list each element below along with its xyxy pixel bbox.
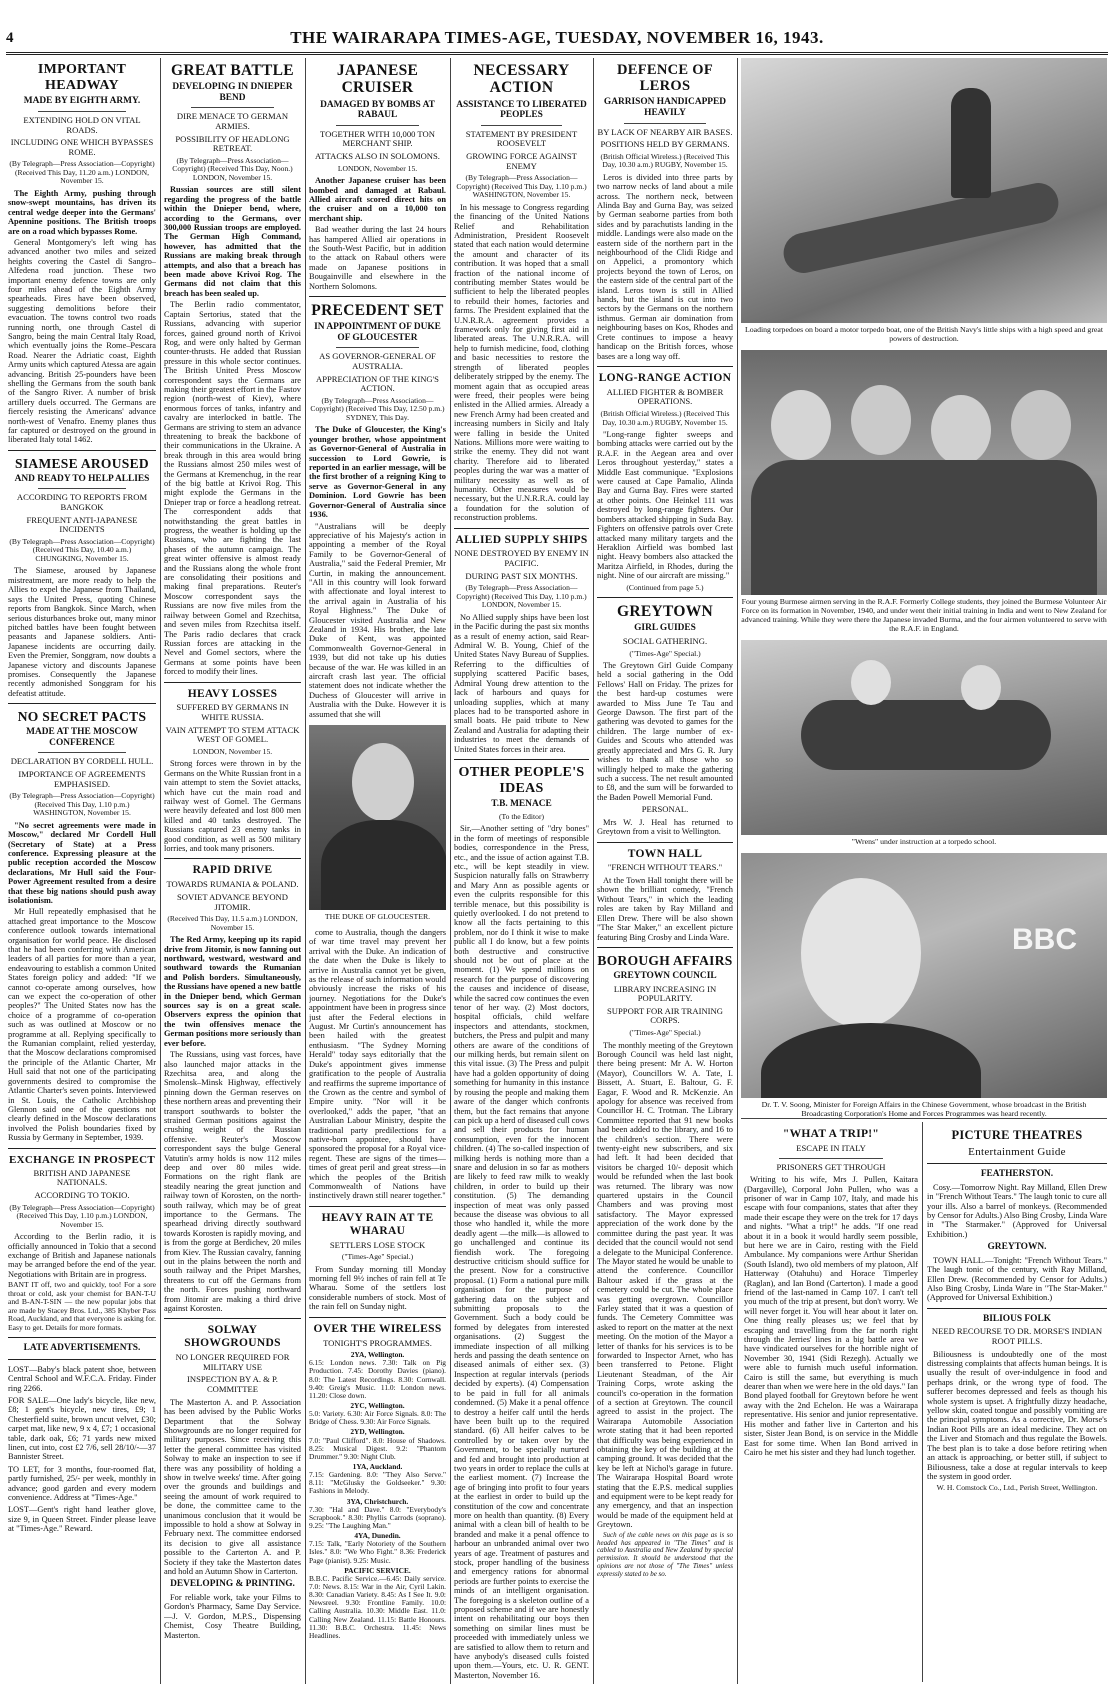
column-1 [8,58,156,1684]
station-name: 1YA, Auckland. [352,1462,403,1472]
torpedo-boat-photo [741,58,1107,323]
headline: BOROUGH AFFAIRS [597,952,733,968]
subheadline: SUPPORT FOR AIR TRAINING CORPS. [607,1005,723,1026]
headline: SIAMESE AROUSED [15,455,149,471]
what-a-trip-article [744,1124,918,1684]
listing: Cosy.—Tomorrow Night. Ray Milland, Ellen Drew in "French Without Tears." The laugh tonic to cure all your ills. Also a barrel of monkeys. (Recommended by Censor for Adults.) Also Bing Crosby, Linda Ware in "The Starmaker." (Approved for Universal Exhibition.) [927,1182,1107,1239]
headline: HEAVY LOSSES [187,687,278,700]
masthead [0,0,1114,55]
headline: GREYTOWN [617,603,713,621]
subheadline: ATTACKS ALSO IN SOLOMONS. [315,151,440,162]
station-name: 2YA, Wellington. [350,1350,405,1360]
byline: (By Telegraph—Press Association—Copyright) (Received This Day, 1.10 p.m.) LONDON, November 15. [9,1202,155,1229]
byline: (By Telegraph—Press Association—Copyright) (Received This Day, 10.40 a.m.) CHUNGKING, November 15. [9,536,155,563]
headline: "WHAT A TRIP!" [782,1128,880,1140]
article-body: From Sunday morning till Monday morning fell 9½ inches of rain fell at Te Wharau. Some of the settlers lost considerable numbers of stock. Most of the rain fell on Sunday night. [309,1264,446,1312]
article-body: According to the Berlin radio, it is officially announced in Tokio that a second exchange of British and Japanese nationals may be arranged before the end of the year. Negotiations with Britain are in progress. [8,1232,156,1279]
ad-subheadline: NEED RECOURSE TO DR. MORSE'S INDIAN ROOT PILLS. [931,1326,1103,1346]
article-body: "Long-range fighter sweeps and bombing attacks were carried out by the R.A.F. in the Aegean area and over Leros throughout yesterday," states a Middle East communique. "Explosions were caused at Cape Pamalio, Alinda Bay and Gurna Bay. Fires were started at other points. One Heinkel 111 was destroyed by long-range fighters. Our bombers attacked shipping in Suda Bay. Fighters on offensive patrols over Crete attacked many military targets and the Heraklion Airfield was bombed last night. Heavy bombers also attacked the Maritza Airfield, in Rhodes, during the night. Nine of our aircraft are missing." [597,430,733,581]
subheadline: EXTENDING HOLD ON VITAL ROADS. [23,114,141,135]
town-heading: FEATHERSTON. [980,1169,1054,1180]
page-number: 4 [6,30,14,46]
ad-footer: W. H. Comstock Co., Ltd., Perish Street, Wellington. [936,1483,1098,1493]
headline: RAPID DRIVE [192,864,273,877]
article-body: The Greytown Girl Guide Company held a social gathering in the Odd Fellows' Hall on Friday. The prizes for the best hard-up costumes were awarded to Miss June Te Tau and George Dawson. The first part of the gathering was devoted to games for the children. The large number of ex-Guides and Scouts who attended was greatly appreciated and Mrs G. R. Jury wishes to thank all those who so willingly helped to make the gathering such a success. The net result amounted to £8, and the sum will be forwarded to the Baden Powell Memorial Fund. [597,661,733,802]
byline: ("Times-Age" Special.) [629,648,701,658]
subheadline: GROWING FORCE AGAINST ENEMY [466,151,577,171]
late-ads-heading: LATE ADVERTISEMENTS. [23,1343,141,1354]
headline: GREAT BATTLE [171,62,294,79]
subheadline: SETTLERS LOSE STOCK [329,1239,426,1250]
byline: (Received This Day, 11.5 a.m.) LONDON, November 15. [167,914,298,932]
byline: (By Telegraph—Press Association—Copyright) (Received This Day, 12.50 p.m.) SYDNEY, This Day. [310,395,445,422]
article-lead: The Duke of Gloucester, the King's younger brother, whose appointment as Governor-General of Australia in succession to Lord Gowrie, is reported in an earlier message, will be the first brother of a reigning King to serve as Governor-General in any Dominion. Lord Gowrie has been Governor-General of Australia since 1936. [309,425,446,520]
station-listing: 5.0: Variety. 6.30: Air Force Signals. 8.0: The Bridge of Chess. 9.30: Air Force Signals. [309,1409,446,1427]
photo-caption: Dr. T. V. Soong, Minister for Foreign Affairs in the Chinese Government, whose broadcast in the British Broadcasting Corporation's Home and Forces Programmes was heard recently. [761,1099,1087,1118]
station-name: 4YA, Dunedin. [354,1531,401,1541]
article-lead: The Eighth Army, pushing through snow-swept mountains, has driven its central wedge deeper into the Germans' Apennine positions. The British troops are on a road which bypasses Rome. [8,188,156,236]
times-notice: Such of the cable news on this page as is so headed has appeared in "The Times" and is cabled to Australia and New Zealand by special permission. It should be understood that the opinions are not those of "The Times" unless expressly stated to be so. [597,1530,733,1578]
subheadline: NONE DESTROYED BY ENEMY IN PACIFIC. [454,548,589,569]
article-body: come to Australia, though the dangers of war time travel may prevent her arrival with the Duke. An indication of the date when the Duke is likely to arrive in Australia cannot yet be given, as the release of such information would obviously increase the risks of his journey. Negotiations for the Duke's appointment have been in progress since just after the Federal elections in August. Mr Curtin's announcement has been hailed with the greatest enthusiasm. "The Sydney Morning Herald" today says editorially that the Duke's appointment gives immense gratification to the people of Australia and reaffirms the supreme importance of the Crown as the centre and symbol of Empire unity. "Nor will it be overlooked," adds the paper, "that an Australian Labour Ministry, despite the traditional party predilections for a native-born appointee, should have sponsored the proposal for a Royal vice-regent. These are signs of the times—times of great peril and great stress—in which the peoples of the British Commonwealth of Nations have instinctively drawn still nearer together." [309,928,446,1201]
article-body: Mr Hull repeatedly emphasised that he attached great importance to the Moscow conference outlook towards international organisation for world peace. He disclosed that he had been conferring with American leaders of all parties for more than a year, endeavouring to establish a common United States foreign policy and added: "If we cannot co-operate among ourselves, how can we expect the co-operation of other peoples?" The United States now has the choice of a programme of co-operation such as was outlined at Moscow or no programme at all. Replying specifically to the Rumanian complaint, relied yesterday, that the Moscow declarations compromised the principle of the Atlantic Charter, Mr Hull said that not one of the participating governments desired to compromise the Atlantic Charter's seven points. Interviewed in St. Louis, the Catholic Archbishop Glennon said one of the questions not clearly defined in the Moscow declarations involved the Polish boundaries fixed by Russia by Germany in September, 1939. [8,907,156,1143]
subheadline: INSPECTION BY A. & P. COMMITTEE [187,1374,278,1395]
subheadline: VAIN ATTEMPT TO STEM ATTACK WEST OF GOMEL. [165,724,300,745]
headline: ALLIED SUPPLY SHIPS [455,533,588,546]
subheadline: ESCAPE IN ITALY [796,1142,866,1153]
article-body: Strong forces were thrown in by the Germans on the White Russian front in a vain attempt to stem the Soviet attacks, which have cut the main road and railway west of Gomel. The Germans were heavily defeated and lost 800 men killed and 40 tanks destroyed. The Russians captured 23 enemy tanks in good condition, as well as 500 military lorries, and took many prisoners. [164,759,301,854]
column-2 [164,58,301,1684]
station-name: 2YD, Wellington. [350,1427,405,1437]
classified-ad: LOST—Gent's right hand leather glove, size 9, in Queen Street. Finder please leave at "Times-Age." Reward. [8,1505,156,1534]
subheadline: ACCORDING TO REPORTS FROM BANGKOK [16,492,148,513]
subheadline: ALLIED FIGHTER & BOMBER OPERATIONS. [606,386,724,407]
subheadline: ACCORDING TO TOKIO. [34,1190,130,1201]
station-listing: 7.30: "Hal and Dave." 8.0: "Everybody's Scrapbook." 8.30: Phyllis Carrods (soprano). 9.25: "The Laughing Man." [309,1504,446,1530]
listing: TOWN HALL.—Tonight: "French Without Tears." The laugh tonic of the century, with Ray Milland, Ellen Drew. (Recommended by Censor for Adults.) Also Bing Crosby, Linda Ware in "The Star-Maker." (Approved for Universal Exhibition.) [927,1255,1107,1303]
headline: SOLWAY SHOWGROUNDS [184,1324,281,1350]
column-separator [593,58,594,1684]
article-lead: Another Japanese cruiser has been bombed and damaged at Rabaul. Allied aircraft scored direct hits on the cruiser and on a 10,000 ton merchant ship. [309,176,446,223]
article-lead: The Red Army, keeping up its rapid drive from Jitomir, is now fanning out northward, westward, westward and southward towards the Rumanian and Polish borders. Simultaneously, the Russians have opened a new battle in the Dnieper bend, which German sources say is on a great scale. Observers express the opinion that the twin offensives menace the German positions more seriously than ever before. [164,935,301,1048]
subheadline: MADE BY EIGHTH ARMY. [23,96,141,107]
column-separator [737,58,738,1684]
article-body: The Berlin radio commentator, Captain Sertorius, stated that the Russians, advancing with superior forces, gained ground north of Krivoi Rog, and were only halted by German counter-thrusts. He added that Russian pressure in this whole sector continues. The British United Press Moscow correspondent says the Germans are making their greatest effort in the Fastov region (north-west of Kiev), where enormous forces of tanks, infantry and cavalry are interlocked in battle. The Germans are striving to stem an advance threatening to break the backbone of their communications in the Ukraine. A break through in this area would bring the Russians almost 250 miles west of the Germans at Kremenchug, in the rear of the big battle at Krivoi Rog. This might explode the Germans in the Dnieper trap or force a headlong retreat. The correspondent adds that notwithstanding the great battles in progress, the weather is holding up the Russians, who are fighting the last phases of the autumn campaign. The great winter offensive is almost ready and the Russians along the whole front are consolidating their positions and making final preparations. Reuter's Moscow correspondent says the Russians are now five miles from the railway between Gomel and Rzechitsa, and seven miles from Rzechitsa itself. The Paris radio declares that crack Russian forces are attacking in the Nevel and Gomel sectors, where the Germans at some points have been forced to modify their lines. [164,300,301,677]
headline: LONG-RANGE ACTION [598,371,732,384]
byline: (By Telegraph—Press Association—Copyright) (Received This Day, 11.20 a.m.) LONDON, November 15. [9,159,155,186]
photo-caption: THE DUKE OF GLOUCESTER. [324,912,431,922]
station-listing: 7.15: Talk, "Early Notoriety of the Southern Isles." 8.0: "We Who Fight." 8.36: Frederick Page (pianist). 9.25: Music. [309,1539,446,1565]
subheadline: SOCIAL GATHERING. [622,635,708,646]
headline: NECESSARY ACTION [473,62,570,97]
subheadline: INCLUDING ONE WHICH BYPASSES ROME. [10,137,154,157]
column-separator [160,58,161,1684]
article-body: "Australians will be deeply appreciative of his Majesty's action in appointing a member of the Royal Family to be Governor-General of Australia," said the Federal Premier, Mr Curtin, in making the announcement. "All in this country will look forward with affectionate and loyal interest to the arrival again in Australia of his Royal Highness." The Duke of Gloucester visited Australia and New Zealand in 1934. His brother, the late Duke of Kent, was appointed Commonwealth Governor-General in 1939, but did not take up his duties because of the war. He was killed in an aircraft crash last year. The official statement does not indicate whether the Duchess of Gloucester will arrive in Australia with the Duke. However it is assumed that she will [309,521,446,719]
byline: (British Official Wireless.) (Received This Day, 10.30 a.m.) RUGBY, November 15. [600,409,730,427]
ad-headline: BILIOUS FOLK [983,1313,1051,1324]
classified-ad: LOST—Baby's black patent shoe, between Central School and W.F.C.A. Friday. Finder ring 2266. [8,1364,156,1393]
column-separator [922,1122,923,1682]
dr-soong-photo [741,853,1107,1098]
subheadline: TOGETHER WITH 10,000 TON MERCHANT SHIP. [320,128,435,149]
subheadline: POSSIBILITY OF HEADLONG RETREAT. [175,133,290,154]
subheadline: FREQUENT ANTI-JAPANESE INCIDENTS [26,514,138,535]
photo-caption: Four young Burmese airmen serving in the R.A.F. Formerly College students, they joined the Burmese Volunteer Air Force on its formation in November, 1940, and under went their initial training in India and went to New Zealand for advanced training. While they were there the Japanese invaded Burma, and the four airmen volunteered to serve with the R.A.F. in England. [741,596,1107,633]
headline: OTHER PEOPLE'S IDEAS [458,764,585,796]
byline: (By Telegraph—Press Association—Copyright) (Received This Day, 1.10 p.m.) WASHINGTON, November 15. [456,173,587,200]
ad-heading: DEVELOPING & PRINTING. [170,1579,295,1590]
classified-ad: FOR SALE—One lady's bicycle, like new, £8; 1 gent's bicycle, new tires, £9; 1 Chesterfield suite, brown uncut velvet, £30; carpet mat, like new, 9 x 4, £7; 1 occasional table, dark oak, £6; 71 yards new mixed linen, cut into, cost £2 7/6, sell 28/10/-—37 Bannister Street. [8,1396,156,1462]
town-heading: GREYTOWN. [987,1242,1047,1253]
masthead-rule [6,52,1108,55]
subheadline: BRITISH AND JAPANESE NATIONALS. [33,1167,131,1188]
subheadline: MADE AT THE MOSCOW CONFERENCE [26,727,138,748]
subheadline: APPRECIATION OF THE KING'S ACTION. [316,373,439,394]
byline: ("Times-Age" Special.) [341,1252,414,1262]
picture-theatres [927,1124,1107,1684]
headline: HEAVY RAIN AT TE WHARAU [321,1211,434,1237]
column-separator [450,58,451,1684]
byline: (By Telegraph—Press Association—Copyright) (Received This Day, 1.10 p.m.) LONDON, November 15. [456,583,587,610]
subheadline: ASSISTANCE TO LIBERATED PEOPLES [456,99,587,121]
article-body: Mrs W. J. Heal has returned to Greytown from a visit to Wellington. [597,817,733,837]
photo-column [741,58,1107,1118]
advertisement: For reliable work, take your Films to Gordon's Pharmacy, Same Day Service.—J. V. Gordon, M.P.S., Dispensing Chemist, Cosy Theatre Building, Masterton. [164,1592,301,1640]
section-heading: PERSONAL. [641,804,689,815]
byline: (To the Editor) [498,811,545,821]
subheadline: STATEMENT BY PRESIDENT ROOSEVELT [465,128,578,149]
article-body: The Russians, using vast forces, have also launched major attacks in the Rzechitsa area, and along the Smolensk–Minsk Highway, effectively pinning down the German reserves on these northern areas and preventing their transport southwards to bolster the strained German positions against the crushing weight of the Russian offensive. Reuter's Moscow correspondent says the bulge General Vatutin's army holds is now 112 miles deep and over 80 miles wide. Formations on the right flank are steadily nearing the great junction and railway town of Korosten, on the north-south railway, which may be of great importance to the Germans. The spearhead driving directly southward towards Korosten is rapidly moving, and is from the gorge at Berdichev, 20 miles from Kiev. The Russian cavalry, fanning out in the plains between the north and south railway and the Pripet Marshes, threatens to cut off the Germans from the north. Forces pushing northward from Jitomir are making a third drive against Korosten. [164,1050,301,1314]
byline: LONDON, November 15. [337,163,418,173]
headline: DEFENCE OF LEROS [616,62,714,95]
duke-of-gloucester-photo [309,725,446,910]
column-5 [597,58,733,1684]
headline: EXCHANGE IN PROSPECT [9,1153,155,1166]
subheadline: SOVIET ADVANCE BEYOND JITOMIR. [177,891,288,912]
station-listing: B.B.C. Pacific Service.—6.45: Daily service. 7.0: News. 8.15: War in the Air, Cyril Lakin. 8.30: Canadian Variety. 8.45: As I See It. 9.0: Newsreel. 9.30: Frontline Family. 10.0: Calling Australia. 10.30: Middle East. 11.0: Calling New Zealand. 11.15: Battle Honours. 11.30: B.B.C. Orchestra. 11.45: News Headlines. [309,1573,446,1640]
column-3 [309,58,446,1684]
subheadline: Entertainment Guide [968,1146,1066,1158]
subheadline: POSITIONS HELD BY GERMANS. [600,139,730,150]
subheadline: TONIGHT'S PROGRAMMES. [323,1337,432,1348]
photo-caption: "Wrens" under instruction at a torpedo school. [851,836,997,846]
newspaper-title: THE WAIRARAPA TIMES-AGE, TUESDAY, NOVEMBER 16, 1943. [290,28,824,47]
subheadline: BY LACK OF NEARBY AIR BASES. [597,126,733,137]
subheadline: AND READY TO HELP ALLIES [14,473,150,484]
headline: OVER THE WIRELESS [313,1322,442,1335]
article-body: Leros is divided into three parts by two narrow necks of land about a mile across. The northern neck, between Alinda Bay and Gurna Bay, was seized by German seaborne parties from both sides and by parachutists landing in the middle. Landings were also made on the eastern side of the northern part in the neighbourhood of the Clidi Ridge and on Appelici, a promontory which projects beyond the town of Leros, on the eastern side of the central part of the island. Leros town is still in Allied hands, but the island is cut into two sectors by the Germans on the northern isthmus. German air domination from neighbouring bases on Kos, Rhodes and Crete continues to impose a heavy handicap on the British forces, whose bases are a long way off. [597,172,733,361]
article-lead: Russian sources are still silent regarding the progress of the battle within the Dnieper bend, where, according to the Germans, over 300,000 Russian troops are employed. The German High Command, however, has admitted that the Russians are making break through attempts, and also that a breach has been made above Krivoi Rog. The Germans did not claim that this breach has been sealed up. [164,185,301,298]
subheadline: DEVELOPING IN DNIEPER BEND [172,82,293,103]
headline: PRECEDENT SET [311,302,444,320]
article-body: No Allied supply ships have been lost in the Pacific during the past six months as a result of enemy action, said Rear-Admiral W. B. Young, Chief of the United States Navy Bureau of Supplies. Referring to the difficulties of supplying scattered Pacific bases, Admiral Young drew attention to the lack of harbours and quays for unloading supplies, which at many places had to be transported ashore in small boats. He paid tribute to New Zealand and Australia for adapting their industries to meet the demands of United States forces in their area. [454,612,589,754]
subheadline: DURING PAST SIX MONTHS. [465,570,578,581]
subheadline: DECLARATION BY CORDELL HULL. [10,756,154,767]
station-listing: 7.15: Gardening. 8.0: "They Also Serve." 8.11: "McGlusky the Goldseeker." 9.30: Fashions in Melody. [309,1470,446,1496]
headline: JAPANESE CRUISER [336,62,419,97]
burmese-airmen-photo [741,350,1107,595]
headline: PICTURE THEATRES [951,1128,1083,1142]
station-listing: 7.0: "Paul Clifford". 8.0: House of Shadows. 8.25: Musical Digest. 9.2: "Phantom Drummer." 9.30: Night Club. [309,1435,446,1461]
headline: IMPORTANT HEADWAY [37,62,127,93]
article-body: In his message to Congress regarding the financing of the United Nations Relief and Rehabilitation Administration, President Roosevelt stated that each nation would determine the amount and character of its contribution. It was hoped that a small fraction of the national income of contributing member States would be sufficient to help the liberated peoples to rebuild their homes, factories and farms. The President explained that the U.N.R.R.A. agreement provides a framework only for giving first aid in liberated areas. The U.N.R.R.A. will help to furnish medicine, food, clothing and basic necessities to restore the strength of liberated peoples deliberately stripped by the enemy. The moment again that as occupied areas were freed, their peoples were being enlisted in the Allied armies. Already a new French Army had been created and increasing numbers in Sicily and Italy were falling in beside the United Nations. Millions more were waiting to strike the enemy. They did not want charity. Therefore aid to liberated peoples during the war was a matter of military necessity as well as of humanity. Other measures would be necessary, but the U.N.R.R.A. could lay a foundation for the solution of reconstruction problems. [454,202,589,523]
station-name: 3YA, Christchurch. [346,1496,409,1506]
subheadline: AS GOVERNOR-GENERAL OF AUSTRALIA. [319,351,436,372]
station-listing: 6.15: London news. 7.30: Talk on Pig Production. 7.45: Dorothy Davies (piano). 8.0: The Latest Recordings. 8.30: Cornwall. 9.40: Greig's Music. 11.0: London news. 11.20: Close down. [309,1358,446,1400]
subheadline: DIRE MENACE TO GERMAN ARMIES. [176,111,289,132]
divider [741,1118,1107,1119]
byline: (By Telegraph—Press Association—Copyright) (Received This Day, 1.10 p.m.) WASHINGTON, November 15. [9,791,155,818]
letter-body: Sir,—Another setting of "dry bones" in the form of meetings of responsible bodies, correspondence in the Press, etc., and the issue of action against T.B. etc., will be kept steadily in view. Suspicion naturally falls on Strawberry and Mary Ann as possible agents or even the culprits responsible for this terrible menace, but this possibility is quietly overlooked. I do not pretend to know all the facts pertaining to this problem, nor do I think it wise to make public all I do know, but a few points both destructive and constructive should not be out of place at the moment. (1) We spend millions on research for the purpose of discovering the causes and incidence of disease, while the sacred cow continues the even tenor of her way. (2) Most doctors, hospital officials, child welfare inspectors and attendants, stockmen, butchers, the Press and pulpit and many others are aware of the conditions of our milking herds, but remain silent on this vital issue. (3) The Press and pulpit have had a golden opportunity of doing something for humanity in this instance by rousing the people and making them aware of the danger which confronts them, but the fact remains that anyone can pick up a herd of diseased cull cows and sell their products for human consumption, even for the innocent children. (4) The so-called inspection of milking herds is nothing more than a snare and delusion in so far as mothers are likely to feed raw milk to weakly children, in order to build up their constitution. (5) The demanding inspection of meat was only passed because the disease was obvious to all those who handled it, while the more deadly agent —the milk—is allowed to go unchallenged and continue its fiendish work. The foregoing destructive criticism should suffice for the present. Now for a constructive proposal. (1) Form a national pure milk organisation for the purpose of gathering data on the subject and submitting proposals to the Government. Such a body could be formed by delegates from interested organisations. (2) Suggest the immediate inspection of all milking herds and passing the death sentence on diseased animals of either sex. (3) Inspection at regular intervals (periods decided by experts). (4) Compensation to be paid in full for all animals condemned. (5) Make it a penal offence to destroy a heifer calf until the herds have been built up to the required standard. (6) All heifer calves to be controlled by or taken over by the Government, to be specially nurtured and fed and brought into production at two years in order to replace the culls at the earliest moment. (7) Increase the age of bringing into profit to four years at the earliest in order to build up the constitution of the cow and concentrate more on health than quantity. (8) Every animal with a clean bill of health to be branded and make it a penal offence to harbour an unbranded animal over two years of age. Treatment of pastures and stock, proper handling of the business and emergency rations for abnormal periods are further points to exercise the minds of an intelligent organisation. The foregoing is a skeleton outline of a proposed scheme and if we are honestly intent on rehabilitating our boys then something on similar lines must be proceeded with immediately unless we are satisfied to allow them to return and have anybody's diseased culls foisted upon them.—Yours, etc. U. R. GENT. Masterton, November 16. [454,824,589,1680]
article-body: The Siamese, aroused by Japanese mistreatment, are more ready to help the Allies to expel the Japanese from Thailand, says the United Press, quoting Chinese reports from Bangkok. Since March, when serious disturbances broke out, many minor pitched battles have been fought between peasants and Japanese soldiers. Anti-Japanese incidents are occurring daily. Even the Premier, Songgram, now doubts a Japanese victory and discounts Japanese promises. Consequently the Japanese recently admonished Songgram for his defeatist attitude. [8,566,156,698]
article-body: The Masterton A. and P. Association has been advised by the Public Works Department that the Solway Showgrounds are no longer required for military purposes. Since receiving this letter the general committee has visited Solway to make an inspection to see if there was any possibility of holding a show in twelve weeks' time. After going over the grounds and buildings and seeing the amount of work required to be done, the committee came to the unanimous conclusion that it would be impossible to hold a show at Solway in February next. The committee endorsed its decision to give all assistance possible to the Carterton A. and P. Society if they take the Masterton dates and hold an Autumn Show in Carterton. [164,1397,301,1577]
classified-ad: TO LET, for 3 months, four-roomed flat, partly furnished, 25/- per week, monthly in advance; good garden and every modern convenience. Address at "Times-Age." [8,1464,156,1503]
subheadline: NO LONGER REQUIRED FOR MILITARY USE [175,1352,290,1372]
subheadline: TOWARDS RUMANIA & POLAND. [166,879,299,890]
article-lead: "No secret agreements were made in Moscow," declared Mr Cordell Hull (Secretary of State) at a Press conference. Expressing pleasure at the public reception accorded the Moscow declarations, Mr Hull said the Four-Power Agreement resulted from a desire that these big nations should push away isolationism. [8,820,156,905]
byline: (British Official Wireless.) (Received This Day, 10.30 a.m.) RUGBY, November 15. [600,151,730,170]
continued-note: (Continued from page 5.) [626,582,704,592]
article-body: The monthly meeting of the Greytown Borough Council was held last night, there being present: Mr A. W. Horton (Mayor), Councillors W. A. Tate, I. Bissett, A. Stuart, E. Baltour, G. F. Eagar, F. Wood and R. McKenzie. An apology for absence was received from Councillor H. C. Trotman. The Library Committee reported that 91 new books had been added to the library, and 16 to the children's section. There were twenty-eight new subscribers, and six had left. It had been decided that visitors be charged 10/- deposit which would be refunded when the last book was returned. The library was now quartered upstairs in the Council Chambers and was proving most satisfactory. The Mayor expressed appreciation of the work done by the committee during the past year. It was decided that the council would not send a delegate to the Municipal Conference. The Mayor stated he would be unable to attend the conference. Councillor Baltour asked if the grass at the cemetery could be cut. The whole place was getting overgrown. Councillor Farley stated that it was a question of funds. The Cemetery Committee was asked to report on the matter at the next meeting. On the motion of the Mayor a letter of thanks for his services is to be forwarded to Inspector Arnet, who has been transferred to Petone. Flight Lieutenant Steadman, of the Air Training Corps, wrote asking the council's co-operation in the formation of a section at Greytown. The council agreed to assist in the project. The Wairarapa Automobile Association wrote stating that it had been reported that difficulty was being experienced in obtaining the key of the building at the camping ground. It was decided that the key be left at Nichol's garage in future. The Wairarapa Hospital Board wrote stating that the E.P.S. medical supplies and equipment were to be kept ready for any emergency, and that an inspection would be made of the equipment held at Greytown. [597,1040,733,1530]
radio-programmes [309,1351,446,1640]
advertisement: BANT IT off, two and quickly, too! For a sore throat or cold, ask your chemist for BAN-T-U and B-AN-T-SIN — the new popular jobs that are made by Stacey Bros. Ltd., 385 Khyber Pass Road, Auckland, and that everyone is asking for. Easy to get. Details for more formats. [8,1280,156,1332]
headline: TOWN HALL [627,847,703,860]
headline: NO SECRET PACTS [17,709,147,725]
article-body: General Montgomery's left wing has advanced another two miles and seized heights covering the Castel di Sangro–Alfedena road junction. These two important enemy defence towns are only four miles ahead of the Eighth Army spearheads. Fires have been observed, suggesting demolitions before their evacuation. The towns control two roads running north, one through Castel di Sangro, being the main Central Italy Road, which eventually joins the Rome–Pescara Road. Nearer the Adriatic coast, Eighth Army units which captured Atessa are again advancing. British 25-pounders have been shelling the Germans from the south bank of the Sangro River. A number of brisk artillery duels occurred. The Germans are fiercely resisting the Americans' advance north-west of Venafro. Enemy planes thus far captured or destroyed on the ground in liberated Italy total 1462. [8,237,156,445]
wrens-photo [741,640,1107,835]
column-separator [305,58,306,1684]
column-4 [454,58,589,1684]
ad-body: Biliousness is undoubtedly one of the most distressing complaints that affects human beings. It is usually the result of over-indulgence in food and perhaps drink, or the wrong type of food. The sufferer becomes depressed and feels as though his whole system is upset. A frightfully dizzy headache, yellow skin, coated tongue and possibly vomiting are the principal symptoms. As a corrective, Dr. Morse's Indian Root Pills are an ideal medicine. They act on the Liver and Stomach and thus regulate the Bowels. The best plan is to take a dose before retiring when an attack is approaching, or better still, if subject to Biliousness, take a dose at regular intervals to keep the system in good order. [927,1349,1107,1481]
article-body: Bad weather during the last 24 hours has hampered Allied air operations in the South-West Pacific, but in addition to the attack on Rabaul others were made on Japanese positions in Bougainville and elsewhere in the Northern Solomons. [309,225,446,291]
bbc-logo: BBC [1012,922,1077,956]
subheadline: T.B. MENACE [491,799,552,810]
subheadline: GARRISON HANDICAPPED HEAVILY [603,97,727,118]
subheadline: DAMAGED BY BOMBS AT RABAUL [320,99,435,121]
subheadline: SUFFERED BY GERMANS IN WHITE RUSSIA. [176,702,289,723]
subheadline: GIRL GUIDES [634,623,696,634]
subheadline: "FRENCH WITHOUT TEARS." [607,862,723,873]
byline: LONDON, November 15. [192,746,273,756]
station-name: 2YC, Wellington. [350,1401,405,1411]
subheadline: PRISONERS GET THROUGH [776,1161,886,1172]
subheadline: LIBRARY INCREASING IN POPULARITY. [613,983,717,1004]
article-body: At the Town Hall tonight there will be shown the brilliant comedy, "French Without Tears," in which the leading roles are taken by Ray Milland and Ellen Drew. There will be also shown "The Star Maker," an excellent picture featuring Bing Crosby and Linda Ware. [597,876,733,942]
subheadline: GREYTOWN COUNCIL [613,971,717,982]
byline: ("Times-Age" Special.) [629,1028,701,1038]
subheadline: IN APPOINTMENT OF DUKE OF GLOUCESTER [314,322,441,343]
byline: (By Telegraph—Press Association—Copyright) (Received This Day, Noon.) LONDON, November 15. [172,155,293,182]
article-body: Writing to his wife, Mrs J. Pullen, Kaitara (Dargaville), Corporal John Pullen, who was a prisoner of war in Camp 107, Italy, and made his escape with four companions, states that after they made their escape they were on the trek for 17 days and nights. "What a trip!" he adds. "If one read about it in a book it would hardly seem possible, but here we are in Cairo, resting with the Field Ambulance. My companions were Arthur Sheridan (South Island), two old members of my platoon, Alf Hatterway (Otahuhu) and Horace Timperley (Raglan), and Ian Bond (Carterton). I made a good friend of the last-named in Camp 107. I can't tell you much of the trip at present, but don't worry. We will never forget it. You will hear about it later on. One thing really pleases us; we feel that by escaping and travelling from the far north right through the Jerries' lines in a big battle area we have vindicated ourselves for the horrible night of November 30, 1941 (Sidi Rezegh). Actually we were able to furnish much useful information. Cairo is still the same, but everything is much dearer than when we were here in the old days." Ian Bond played football for Greytown before he went away with the 2nd Echelon. He was a Wairarapa representative. His senior and junior representative. His mother and father live in Carterton and his sister, Sister Jean Bond, is on service in the Middle East for some time. When Ian Bond arrived in Cairo he met his sister and they had lunch together. [744,1175,918,1457]
photo-caption: Loading torpedoes on board a motor torpedo boat, one of the British Navy's little ships with a high speed and great powers of destruction. [744,325,1104,343]
station-name: PACIFIC SERVICE. [344,1565,411,1575]
subheadline: IMPORTANCE OF AGREEMENTS EMPHASISED. [18,768,146,789]
